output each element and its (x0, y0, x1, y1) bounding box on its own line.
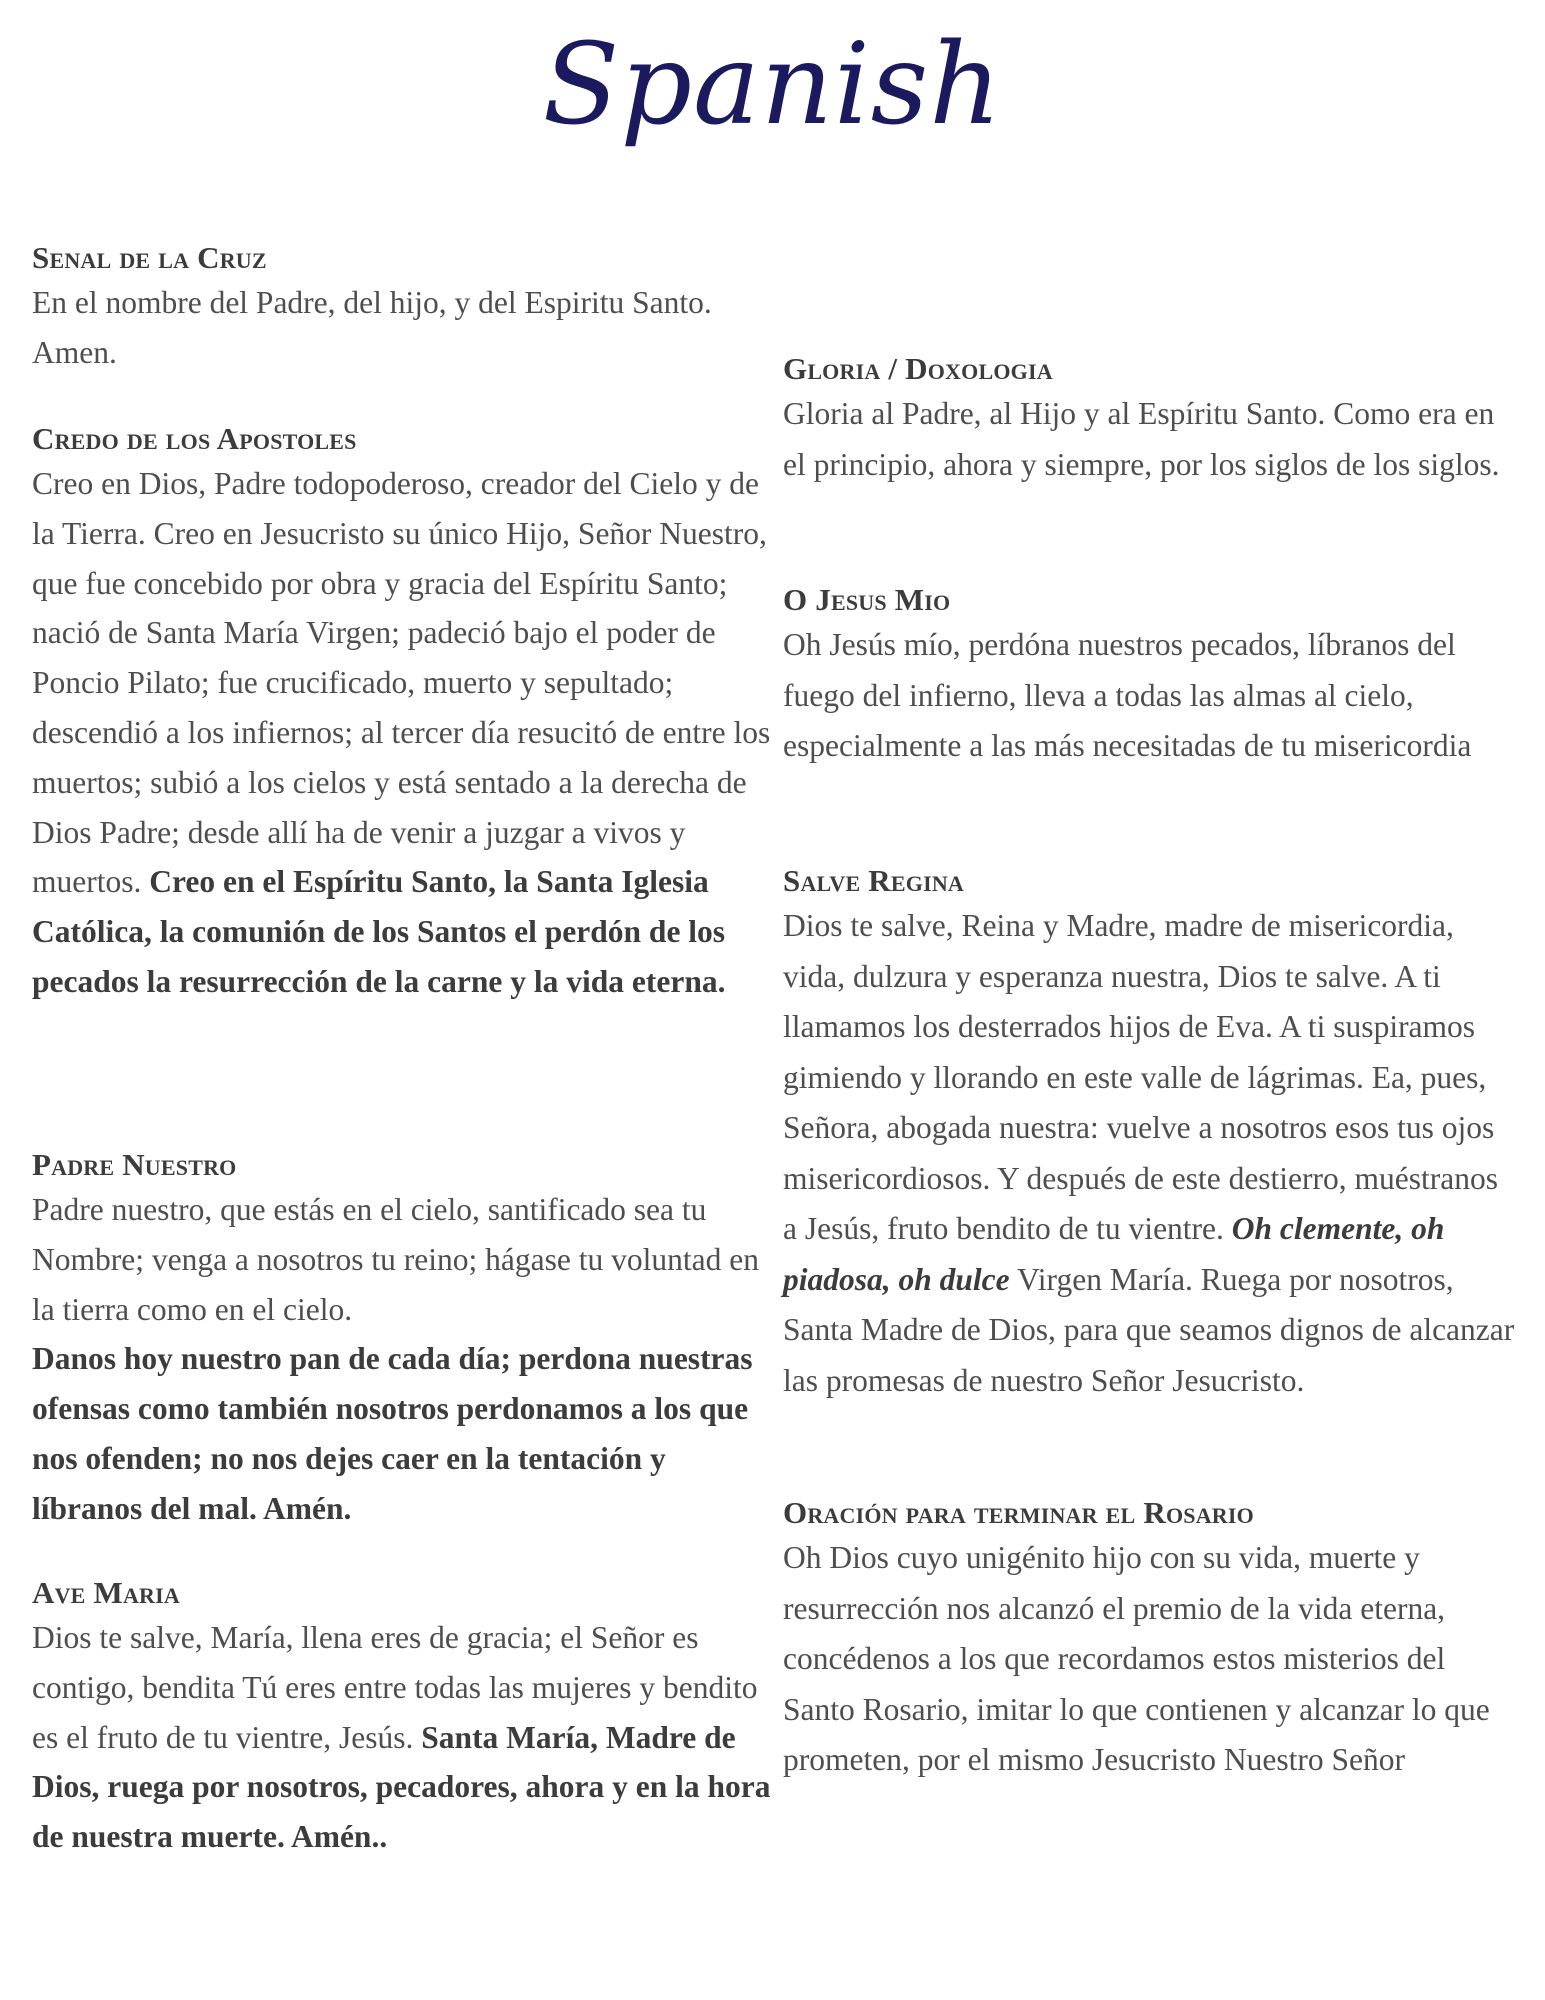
prayer-text-regular: Dios te salve, Reina y Madre, madre de misericordia, vida, dulzura y esperanza nuestra, Dios te salve. A ti llamamos los desterrados hijos de Eva. A ti suspiramos gimiendo y llorando en este valle de lágrimas. Ea, pues, Señora, abogada nuestra: vuelve a nosotros esos tus ojos misericordiosos. Y después de este destierro, muéstranos a Jesús, fruto bendito de tu vientre. (783, 908, 1498, 1246)
prayer-heading: Senal de la Cruz (32, 240, 267, 275)
prayer-text (32, 1185, 772, 1534)
prayer-senal-de-la-cruz (32, 238, 772, 378)
prayer-text-regular: Creo en Dios, Padre todopoderoso, creador del Cielo y de la Tierra. Creo en Jesucristo su único Hijo, Señor Nuestro, que fue concebido por obra y gracia del Espíritu Santo; nació de Santa María Virgen; padeció bajo el poder de Poncio Pilato; fue crucificado, muerto y sepultado; descendió a los infiernos; al tercer día resucitó de entre los muertos; subió a los cielos y está sentado a la derecha de Dios Padre; desde allí ha de venir a juzgar a vivos y muertos. (32, 466, 771, 900)
prayer-text (32, 459, 772, 1007)
prayer-gloria (783, 349, 1518, 490)
prayer-text (783, 901, 1518, 1406)
prayer-heading: Salve Regina (783, 863, 965, 898)
prayer-credo (32, 419, 772, 1007)
prayer-heading: Credo de los Apostoles (32, 421, 357, 456)
prayer-heading: Gloria / Doxologia (783, 351, 1053, 386)
prayer-o-jesus-mio (783, 580, 1518, 772)
page-title: Spanish (542, 20, 1003, 150)
prayer-padre-nuestro (32, 1145, 772, 1534)
prayer-salve-regina (783, 861, 1518, 1406)
prayer-text: Oh Dios cuyo unigénito hijo con su vida, muerte y resurrección nos alcanzó el premio de la vida eterna, concédenos a los que recordamos estos misterios del Santo Rosario, imitar lo que contienen y alcanzar lo que prometen, por el mismo Jesucristo Nuestro Señor (783, 1540, 1490, 1777)
prayer-text-regular: Padre nuestro, que estás en el cielo, santificado sea tu Nombre; venga a nosotros tu reino; hágase tu voluntad en la tierra como en el cielo. (32, 1192, 759, 1327)
prayer-heading: Ave Maria (32, 1575, 180, 1610)
prayer-heading: O Jesus Mio (783, 582, 951, 617)
prayer-text: En el nombre del Padre, del hijo, y del Espiritu Santo. Amen. (32, 285, 712, 370)
prayer-text (32, 1613, 772, 1862)
prayer-text: Oh Jesús mío, perdóna nuestros pecados, líbranos del fuego del infierno, lleva a todas las almas al cielo, especialmente a las más necesitadas de tu misericordia (783, 627, 1472, 763)
prayer-text-bold: Creo en el Espíritu Santo, la Santa Iglesia Católica, la comunión de los Santos el perdón de los pecados la resurrección de la carne y la vida eterna. (32, 864, 726, 999)
prayer-heading: Oración para terminar el Rosario (783, 1495, 1254, 1530)
prayer-text-bold: Santa María, Madre de Dios, ruega por nosotros, pecadores, ahora y en la hora de nuestra muerte. Amén.. (32, 1719, 771, 1855)
prayer-text-bold: Danos hoy nuestro pan de cada día; perdona nuestras ofensas como también nosotros perdonamos a los que nos ofenden; no nos dejes caer en la tentación y líbranos del mal. Amén. (32, 1341, 753, 1526)
prayer-ave-maria (32, 1573, 772, 1862)
prayer-text-italic: Oh clemente, oh piadosa, oh dulce (783, 1211, 1445, 1297)
prayer-oracion-final (783, 1493, 1518, 1786)
prayer-heading: Padre Nuestro (32, 1147, 237, 1182)
prayer-text: Gloria al Padre, al Hijo y al Espíritu Santo. Como era en el principio, ahora y siempre, por los siglos de los siglos. (783, 396, 1500, 482)
prayer-text-regular: Virgen María. Ruega por nosotros, Santa Madre de Dios, para que seamos dignos de alcanzar las promesas de nuestro Señor Jesucristo. (783, 1261, 1515, 1398)
prayer-text-regular: Dios te salve, María, llena eres de gracia; el Señor es contigo, bendita Tú eres entre todas las mujeres y bendito es el fruto de tu vientre, Jesús. (32, 1620, 758, 1755)
